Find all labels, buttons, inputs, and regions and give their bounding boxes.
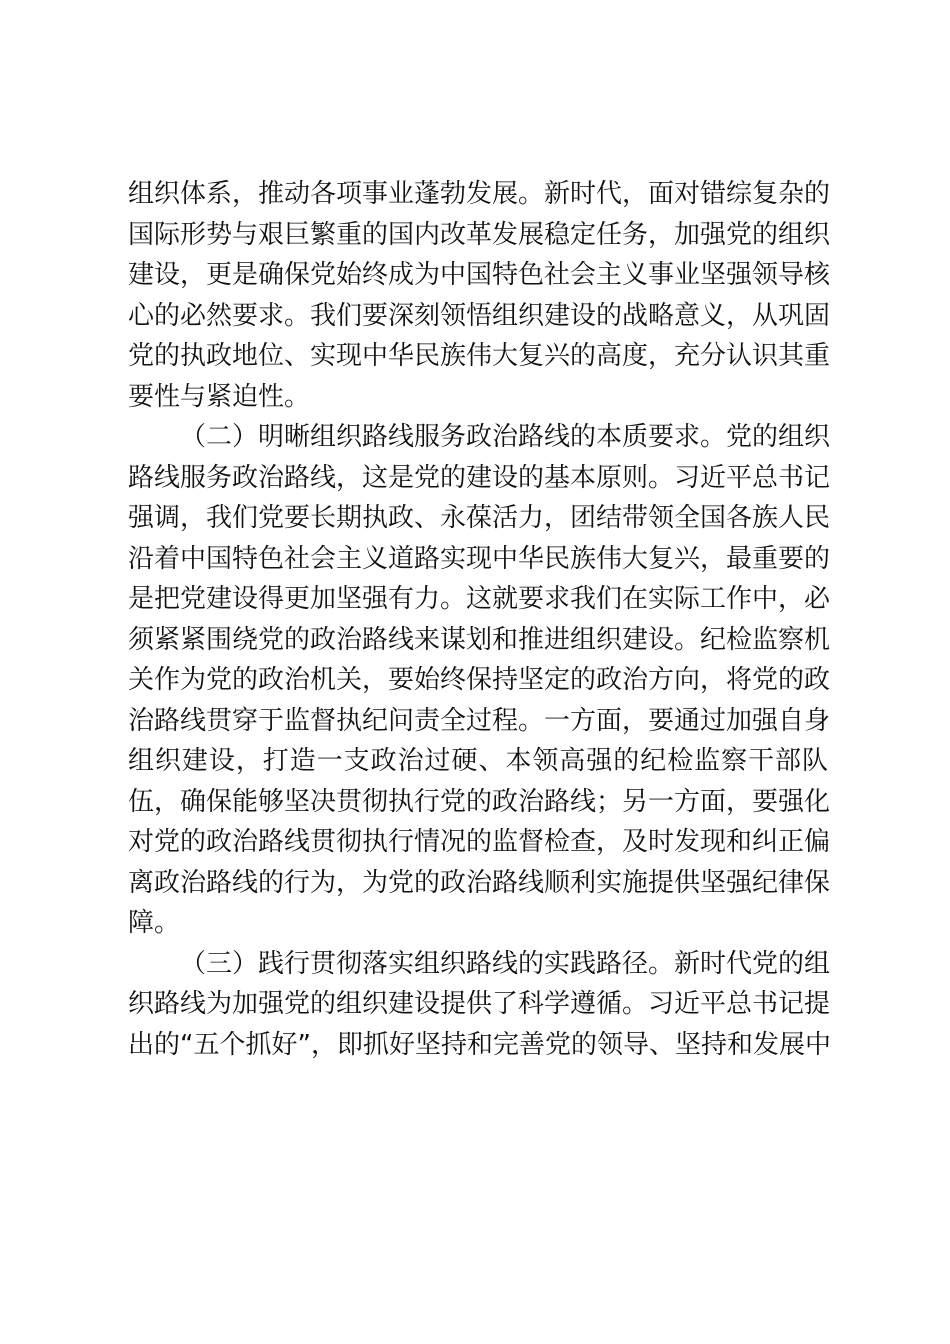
text-line: 出的“五个抓好”，即抓好坚持和完善党的领导、坚持和发展中 [128,1029,831,1060]
text-line: 组织建设，打造一支政治过硬、本领高强的纪检监察干部队 [128,746,828,776]
text-line: 离政治路线的行为，为党的政治路线顺利实施提供坚强纪律保 [128,867,831,898]
text-line: 组织体系，推动各项事业蓬勃发展。新时代，面对错综复杂的 [128,179,831,209]
text-line: 国际形势与艰巨繁重的国内改革发展稳定任务，加强党的组织 [128,219,831,250]
text-line: 是把党建设得更加坚强有力。这就要求我们在实际工作中，必 [128,584,831,614]
text-line: 强调，我们党要长期执政、永葆活力，团结带领全国各族人民 [128,503,831,533]
text-line: 须紧紧围绕党的政治路线来谋划和推进组织建设。纪检监察机 [128,624,831,655]
text-line: 党的执政地位、实现中华民族伟大复兴的高度，充分认识其重 [128,341,831,371]
body-text [128,174,831,1065]
text-line: 对党的政治路线贯彻执行情况的监督检查，及时发现和纠正偏 [128,827,831,857]
text-line: 建设，更是确保党始终成为中国特色社会主义事业坚强领导核 [128,260,831,290]
text-line: 路线服务政治路线，这是党的建设的基本原则。习近平总书记 [128,462,831,493]
section-heading-line: （三）践行贯彻落实组织路线的实践路径。新时代党的组 [180,948,831,979]
text-line: 关作为党的政治机关，要始终保持坚定的政治方向，将党的政 [128,665,831,695]
text-line: 织路线为加强党的组织建设提供了科学遵循。习近平总书记提 [128,989,831,1019]
text-line: 伍，确保能够坚决贯彻执行党的政治路线；另一方面，要强化 [128,786,831,817]
text-line: 治路线贯穿于监督执纪问责全过程。一方面，要通过加强自身 [128,705,831,736]
text-line: 沿着中国特色社会主义道路实现中华民族伟大复兴，最重要的 [128,543,831,574]
text-line: 要性与紧迫性。 [128,381,311,412]
text-line: 心的必然要求。我们要深刻领悟组织建设的战略意义，从巩固 [128,300,831,331]
text-line: 障。 [128,908,181,938]
section-heading-line: （二）明晰组织路线服务政治路线的本质要求。党的组织 [180,422,831,452]
